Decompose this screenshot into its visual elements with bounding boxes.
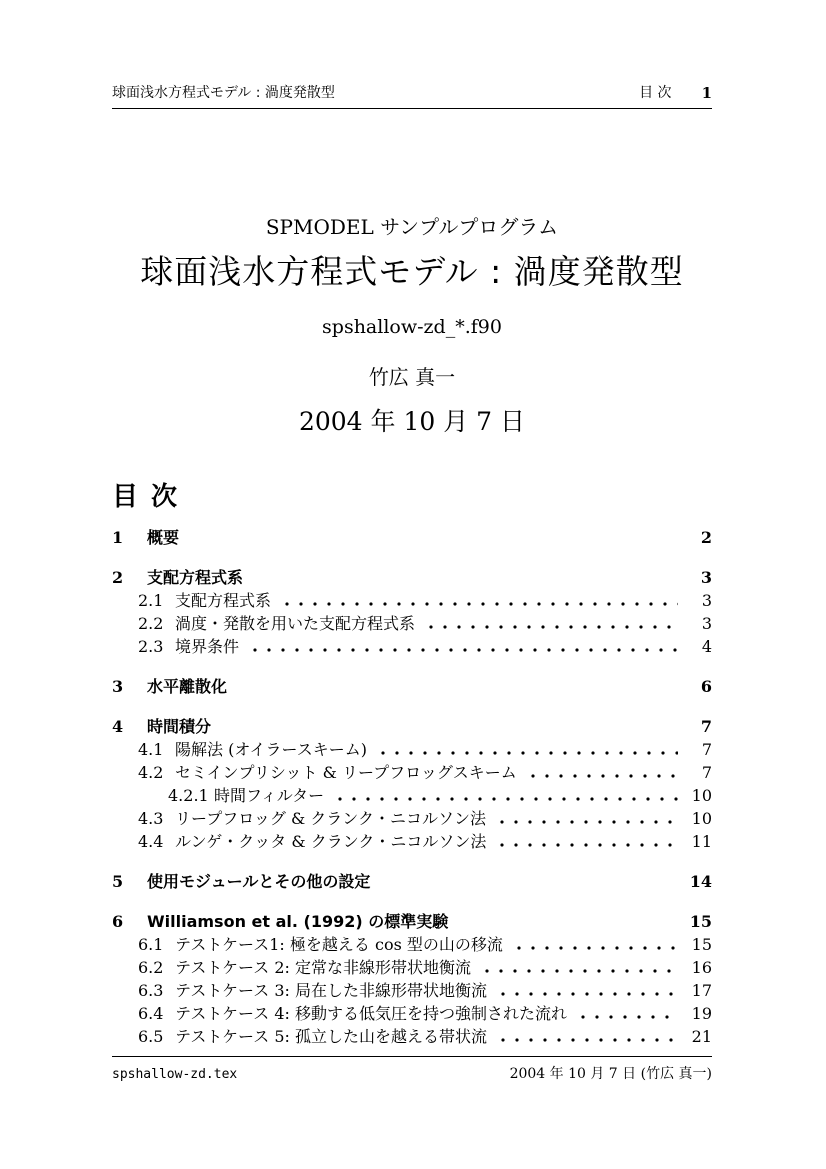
toc-leader-dots — [252, 579, 678, 583]
toc-entry-number: 4.2.1 — [168, 786, 209, 805]
footer-filename: spshallow-zd.tex — [112, 1067, 238, 1082]
toc-entry-number: 4.1 — [138, 740, 164, 759]
toc-entry-title: 境界条件 — [175, 637, 240, 656]
toc-entry-title: Williamson et al. (1992) の標準実験 — [147, 912, 449, 931]
toc-entry[interactable] — [112, 933, 712, 956]
toc-entry[interactable] — [112, 979, 712, 1002]
toc-entry[interactable] — [112, 870, 712, 893]
header-page-number: 1 — [701, 84, 712, 102]
toc-entry-page: 6 — [700, 677, 712, 696]
toc-entry-page: 2 — [700, 528, 712, 547]
toc-entry-page: 7 — [701, 740, 712, 759]
toc-entry-page: 3 — [701, 591, 712, 610]
toc-entry[interactable] — [112, 715, 712, 738]
toc-entry-page: 7 — [701, 763, 712, 782]
toc-entry-title: 水平離散化 — [147, 677, 228, 696]
toc-leader-dots — [220, 728, 678, 732]
toc-entry[interactable] — [112, 738, 712, 761]
toc-entry-page: 7 — [700, 717, 712, 736]
toc-entry-title: テストケース1: 極を越える cos 型の山の移流 — [175, 935, 503, 954]
toc-entry-number: 6.2 — [138, 958, 164, 977]
toc-entry[interactable] — [112, 566, 712, 589]
toc-entry-number: 4.2 — [138, 763, 164, 782]
toc-entry-title: 渦度・発散を用いた支配方程式系 — [175, 614, 416, 633]
toc-entry-title: 時間積分 — [147, 717, 212, 736]
toc-entry-title: リープフロッグ & クランク・ニコルソン法 — [175, 809, 486, 828]
toc-entry-number: 6.4 — [138, 1004, 164, 1023]
page-footer — [112, 1056, 712, 1083]
toc-entry-number: 6 — [112, 912, 124, 931]
toc-leader-dots — [480, 969, 678, 973]
toc-leader-dots — [512, 946, 678, 950]
header-section-label: 目 次 — [639, 85, 672, 101]
toc-entry-title: テストケース 2: 定常な非線形帯状地衡流 — [175, 958, 471, 977]
toc-entry-page: 16 — [691, 958, 712, 977]
toc-entry[interactable] — [112, 761, 712, 784]
toc-entry-number: 4 — [112, 717, 124, 736]
toc-entry-number: 2 — [112, 568, 124, 587]
toc-leader-dots — [526, 774, 678, 778]
toc-entry-page: 10 — [691, 809, 712, 828]
toc-entry-title: セミインプリシット & リープフロッグスキーム — [175, 763, 517, 782]
toc-entry-page: 11 — [691, 832, 712, 851]
toc-leader-dots — [495, 820, 678, 824]
toc-entry[interactable] — [112, 956, 712, 979]
toc-entry-number: 5 — [112, 872, 124, 891]
toc-entry-title: 陽解法 (オイラースキーム) — [175, 740, 367, 759]
document-title: 球面浅水方程式モデル : 渦度発散型 — [140, 252, 684, 291]
toc-entry-number: 2.3 — [138, 637, 164, 656]
toc-entry[interactable] — [112, 612, 712, 635]
toc-entry-number: 2.2 — [138, 614, 164, 633]
toc-entry-title: テストケース 4: 移動する低気圧を持つ強制された流れ — [175, 1004, 567, 1023]
toc-entry-number: 6.3 — [138, 981, 164, 1000]
toc-entry[interactable] — [112, 784, 712, 807]
toc-leader-dots — [457, 923, 678, 927]
document-series: SPMODEL サンプルプログラム — [265, 215, 559, 239]
toc-entry-number: 1 — [112, 528, 124, 547]
toc-entry[interactable] — [112, 830, 712, 853]
toc-leader-dots — [280, 602, 678, 606]
toc-leader-dots — [248, 648, 678, 652]
toc-entry[interactable] — [112, 635, 712, 658]
toc-entry-number: 6.1 — [138, 935, 164, 954]
toc-leader-dots — [576, 1015, 678, 1019]
toc-leader-dots — [379, 883, 678, 887]
document-date: 2004 年 10 月 7 日 — [298, 407, 526, 436]
toc-entry-title: 支配方程式系 — [147, 568, 244, 587]
toc-entry-number: 2.1 — [138, 591, 164, 610]
toc-entry-page: 21 — [691, 1027, 712, 1046]
header-title: 球面浅水方程式モデル : 渦度発散型 — [112, 85, 335, 101]
toc-entry[interactable] — [112, 1025, 712, 1048]
toc-entry-page: 3 — [701, 614, 712, 633]
toc-entry-title: ルンゲ・クッタ & クランク・ニコルソン法 — [175, 832, 487, 851]
toc-entry[interactable] — [112, 910, 712, 933]
toc-entry-title: 時間フィルター — [214, 786, 325, 805]
toc-entry[interactable] — [112, 675, 712, 698]
document-filename: spshallow-zd_*.f90 — [322, 316, 502, 338]
toc-entry-page: 15 — [689, 912, 712, 931]
toc-leader-dots — [496, 992, 678, 996]
toc-entry[interactable] — [112, 1002, 712, 1025]
footer-date-author: 2004 年 10 月 7 日 (竹広 真一) — [509, 1066, 712, 1082]
toc-leader-dots — [188, 539, 678, 543]
toc-leader-dots — [496, 1038, 678, 1042]
page-header — [112, 82, 712, 109]
header-right-group — [639, 82, 712, 102]
toc-entry-title: テストケース 5: 孤立した山を越える帯状流 — [175, 1027, 487, 1046]
toc-entry-page: 15 — [691, 935, 712, 954]
toc-leader-dots — [424, 625, 678, 629]
toc-entry-page: 10 — [691, 786, 712, 805]
toc-heading: 目 次 — [112, 482, 180, 512]
toc-entry-page: 14 — [689, 872, 712, 891]
toc-list — [112, 526, 712, 1048]
document-author: 竹広 真一 — [368, 365, 456, 389]
toc-entry-title: 概要 — [147, 528, 180, 547]
toc-leader-dots — [376, 751, 678, 755]
toc-entry-page: 3 — [700, 568, 712, 587]
toc-leader-dots — [236, 688, 678, 692]
toc-entry[interactable] — [112, 526, 712, 549]
toc-entry-number: 6.5 — [138, 1027, 164, 1046]
toc-leader-dots — [333, 797, 678, 801]
toc-entry[interactable] — [112, 589, 712, 612]
toc-leader-dots — [495, 843, 678, 847]
toc-entry-title: 支配方程式系 — [175, 591, 272, 610]
toc-entry-title: テストケース 3: 局在した非線形帯状地衡流 — [175, 981, 487, 1000]
toc-entry-page: 17 — [691, 981, 712, 1000]
toc-entry-number: 4.4 — [138, 832, 164, 851]
toc-entry-title: 使用モジュールとその他の設定 — [147, 872, 371, 891]
toc-entry-number: 3 — [112, 677, 124, 696]
toc-entry-page: 19 — [691, 1004, 712, 1023]
toc-entry[interactable] — [112, 807, 712, 830]
toc-entry-number: 4.3 — [138, 809, 164, 828]
toc-entry-page: 4 — [701, 637, 712, 656]
